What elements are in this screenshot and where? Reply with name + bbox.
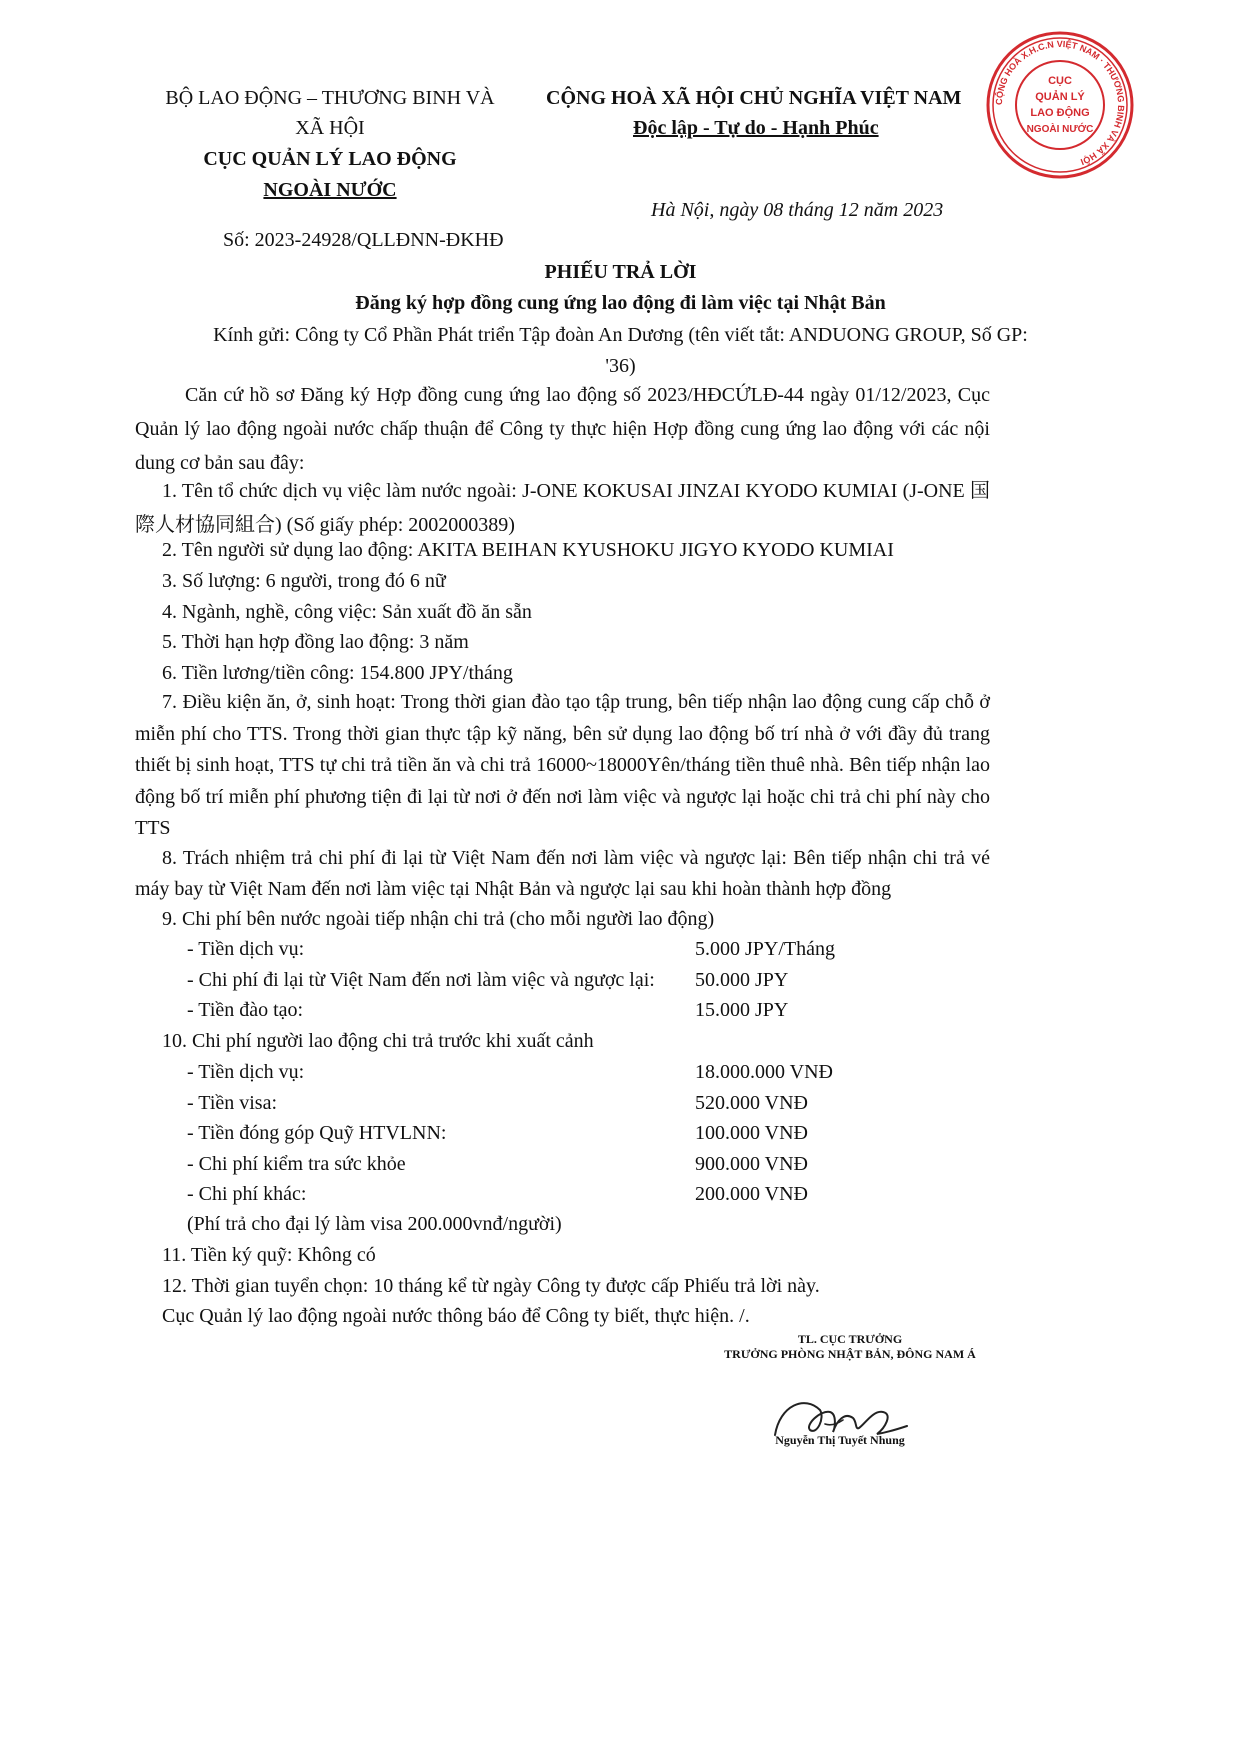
cost-worker-value-3: 100.000 VNĐ — [695, 1122, 808, 1144]
item-3: 3. Số lượng: 6 người, trong đó 6 nữ — [162, 570, 446, 592]
cost-worker-value-5: 200.000 VNĐ — [695, 1183, 808, 1205]
recipient-line1: Kính gửi: Công ty Cổ Phần Phát triển Tập đoàn An Dương (tên viết tắt: ANDUONG GROUP, Số GP: — [213, 324, 1028, 346]
svg-text:CỤC: CỤC — [1048, 75, 1072, 87]
official-seal — [985, 30, 1135, 180]
ministry-name-line1: BỘ LAO ĐỘNG – THƯƠNG BINH VÀ — [165, 87, 495, 109]
cost-foreign-label-1: - Tiền dịch vụ: — [187, 938, 305, 960]
department-name-line1: CỤC QUẢN LÝ LAO ĐỘNG — [203, 148, 457, 170]
item-8: 8. Trách nhiệm trả chi phí đi lại từ Việt Nam đến nơi làm việc và ngược lại: Bên tiếp nhận chi trả vé máy bay từ Việt Nam đến nơi làm việc tại Nhật Bản và ngược lại sau khi hoàn thành hợp đồng — [135, 847, 990, 900]
svg-text:LAO ĐỘNG: LAO ĐỘNG — [1030, 107, 1090, 119]
intro-paragraph: Căn cứ hồ sơ Đăng ký Hợp đồng cung ứng lao động số 2023/HĐCỨLĐ-44 ngày 01/12/2023, Cục Quản lý lao động ngoài nước chấp thuận để Công ty thực hiện Hợp đồng cung ứng lao động với các nội dung cơ bản sau đây: — [135, 384, 990, 474]
motto: Độc lập - Tự do - Hạnh Phúc — [633, 117, 879, 139]
cost-worker-label-3: - Tiền đóng góp Quỹ HTVLNN: — [187, 1122, 447, 1144]
svg-text:CỘNG HOÀ X.H.C.N VIỆT NAM · TH: CỘNG HOÀ X.H.C.N VIỆT NAM · THƯƠNG BINH VÀ XÃ HỘI — [993, 38, 1127, 167]
nation-title: CỘNG HOÀ XÃ HỘI CHỦ NGHĨA VIỆT NAM — [546, 87, 962, 109]
cost-foreign-label-2: - Chi phí đi lại từ Việt Nam đến nơi làm việc và ngược lại: — [187, 969, 655, 991]
document-number: Số: 2023-24928/QLLĐNN-ĐKHĐ — [223, 229, 504, 251]
cost-worker-label-2: - Tiền visa: — [187, 1092, 278, 1114]
closing-statement: Cục Quản lý lao động ngoài nước thông báo để Công ty biết, thực hiện. /. — [162, 1305, 750, 1327]
item-4: 4. Ngành, nghề, công việc: Sản xuất đồ ăn sẵn — [162, 601, 532, 623]
svg-text:NGOÀI NƯỚC: NGOÀI NƯỚC — [1026, 124, 1094, 135]
recipient-line2: '36) — [605, 355, 636, 377]
place-date: Hà Nội, ngày 08 tháng 12 năm 2023 — [651, 199, 944, 221]
cost-note: (Phí trả cho đại lý làm visa 200.000vnđ/người) — [187, 1213, 562, 1235]
item-10: 10. Chi phí người lao động chi trả trước khi xuất cảnh — [162, 1030, 594, 1052]
signer-name: Nguyễn Thị Tuyết Nhung — [775, 1433, 905, 1447]
item-6: 6. Tiền lương/tiền công: 154.800 JPY/tháng — [162, 662, 513, 684]
item-5: 5. Thời hạn hợp đồng lao động: 3 năm — [162, 631, 469, 653]
item-2: 2. Tên người sử dụng lao động: AKITA BEIHAN KYUSHOKU JIGYO KYODO KUMIAI — [162, 539, 894, 561]
cost-foreign-label-3: - Tiền đào tạo: — [187, 999, 304, 1021]
cost-foreign-value-2: 50.000 JPY — [695, 969, 789, 991]
item-7: 7. Điều kiện ăn, ở, sinh hoạt: Trong thời gian đào tạo tập trung, bên tiếp nhận lao động cung cấp chỗ ở miễn phí cho TTS. Trong thời gian thực tập kỹ năng, bên sử dụng lao động bố trí nhà ở với đầy đủ trang thiết bị sinh hoạt, TTS tự chi trả tiền ăn và chi trả 16000~18000Yên/tháng tiền thuê nhà. Bên tiếp nhận lao động bố trí miễn phí phương tiện đi lại từ nơi ở đến nơi làm việc và ngược lại hoặc chi trả chi phí này cho TTS — [135, 691, 990, 839]
signature-title-2: TRƯỞNG PHÒNG NHẬT BẢN, ĐÔNG NAM Á — [724, 1347, 976, 1361]
svg-text:QUẢN LÝ: QUẢN LÝ — [1035, 91, 1085, 103]
cost-worker-label-4: - Chi phí kiểm tra sức khỏe — [187, 1153, 406, 1175]
cost-foreign-value-1: 5.000 JPY/Tháng — [695, 938, 835, 960]
document-subtitle: Đăng ký hợp đồng cung ứng lao động đi làm việc tại Nhật Bản — [355, 292, 886, 314]
document-title: PHIẾU TRẢ LỜI — [544, 261, 697, 283]
cost-worker-value-1: 18.000.000 VNĐ — [695, 1061, 833, 1083]
signature-title-1: TL. CỤC TRƯỞNG — [797, 1332, 903, 1346]
item-11: 11. Tiền ký quỹ: Không có — [162, 1244, 376, 1266]
cost-worker-value-2: 520.000 VNĐ — [695, 1092, 808, 1114]
cost-worker-value-4: 900.000 VNĐ — [695, 1153, 808, 1175]
ministry-name-line2: XÃ HỘI — [295, 117, 365, 139]
item-9: 9. Chi phí bên nước ngoài tiếp nhận chi trả (cho mỗi người lao động) — [162, 908, 715, 930]
cost-foreign-value-3: 15.000 JPY — [695, 999, 789, 1021]
cost-worker-label-5: - Chi phí khác: — [187, 1183, 307, 1205]
cost-worker-label-1: - Tiền dịch vụ: — [187, 1061, 305, 1083]
item-12: 12. Thời gian tuyển chọn: 10 tháng kể từ ngày Công ty được cấp Phiếu trả lời này. — [162, 1275, 820, 1297]
item-1: 1. Tên tổ chức dịch vụ việc làm nước ngoài: J-ONE KOKUSAI JINZAI KYODO KUMIAI (J-ONE 国際人材協同組合) (Số giấy phép: 2002000389) — [135, 480, 990, 536]
department-name-line2: NGOÀI NƯỚC — [263, 179, 397, 201]
